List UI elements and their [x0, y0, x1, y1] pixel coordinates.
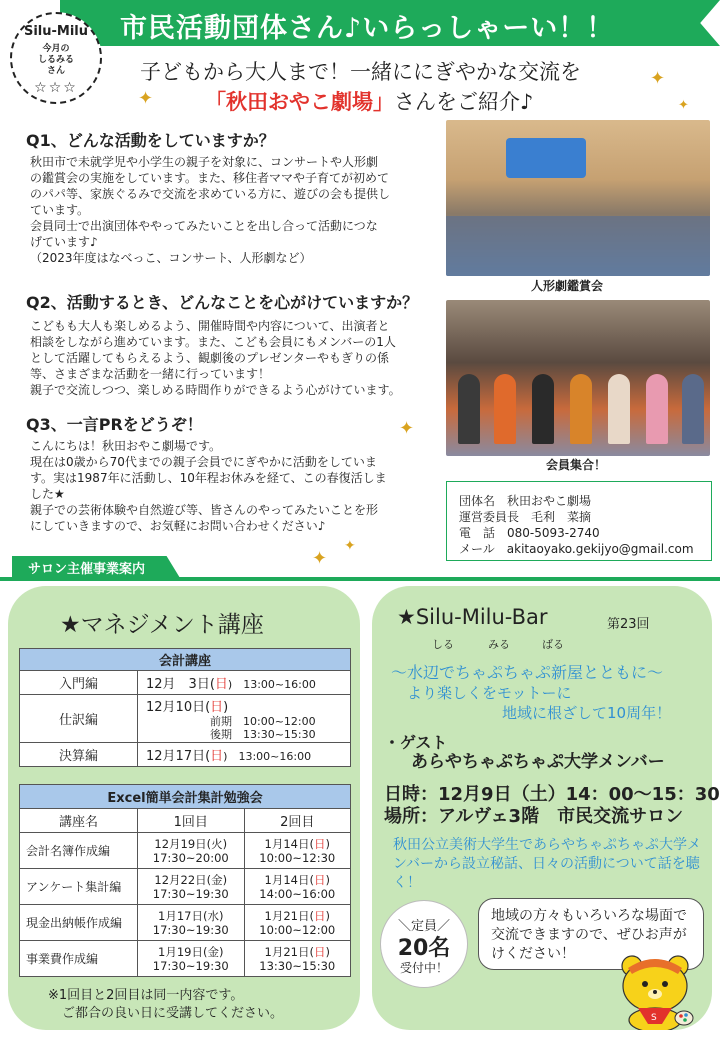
session-time: 14:00~16:00 [259, 886, 336, 901]
table-row [20, 941, 351, 977]
bar-subtitle: ～水辺でちゃぷちゃぷ新屋とともに～ [391, 663, 664, 682]
silu-milu-badge [10, 12, 102, 104]
table-row [20, 869, 351, 905]
photo-person [458, 374, 480, 444]
answer-line: 会員同士で出演団体ややってみたいことを出し合って活動につな [30, 219, 378, 233]
badge-sub-line: しるみる [37, 55, 74, 65]
course-time: ) [223, 700, 229, 715]
photo-crowd [446, 216, 710, 276]
speech-text: 地域の方々もいろいろな場面で交流できますので、ぜひお声がけください！ [491, 908, 687, 962]
course-date: 12月10日( [146, 700, 211, 715]
management-note-1: ※1回目と2回目は同一内容です。 [48, 988, 244, 1003]
session-dow: 日 [313, 872, 326, 887]
session-1 [138, 833, 245, 869]
svg-text:S: S [651, 1013, 657, 1023]
bar-subtitle-2: より楽しくをモットーに [407, 684, 572, 702]
photo-person [570, 374, 592, 444]
sparkle-icon: ✦ [650, 68, 666, 89]
course-session: 後期 13:30~15:30 [210, 728, 316, 741]
header-title: 市民活動団体さん♪いらっしゃーい！！ [120, 13, 615, 44]
accounting-table [19, 648, 351, 767]
salon-label: サロン主催事業案内 [28, 562, 146, 577]
answer-line: にしていきますので、お気軽にお問い合わせください♪ [30, 519, 326, 533]
badge-subtitle [12, 44, 100, 77]
answer-line: げています♪ [30, 235, 98, 249]
course-schedule [138, 671, 351, 695]
table-row [20, 671, 351, 695]
q3-question: Q3、一言PRをどうぞ！ [26, 415, 203, 434]
answer-line: 親子で交流しつつ、楽しめる時間作りができるよう心がけています。 [30, 383, 401, 397]
answer-line: 現在は0歳から70代までの親子会員でにぎやかに活動をしていま [30, 455, 377, 469]
session-date: 1月17日(水) [158, 908, 224, 923]
capacity-bubble [380, 900, 468, 988]
course-label: 入門編 [20, 671, 138, 695]
answer-line: す。実は1987年に活動し、10年程お休みを経て、この春復活しま [30, 471, 387, 485]
badge-sub-line: 今月の [42, 44, 70, 54]
answer-line: こんにちは！秋田おやこ劇場です。 [30, 439, 222, 453]
bar-title: ★Silu-Milu-Bar [397, 605, 548, 629]
badge-sub-line: さん [46, 66, 65, 76]
answer-line: として活躍してもらえるよう、観劇後のプレゼンターやもぎりの係 [30, 351, 390, 365]
session-dow: 日 [313, 908, 326, 923]
excel-table [19, 784, 351, 977]
session-dow: 日 [313, 836, 326, 851]
contact-info-box [446, 481, 712, 561]
session-time: 17:30~19:30 [152, 958, 229, 973]
photo-person [646, 374, 668, 444]
photo-caption-2: 会員集合！ [546, 458, 607, 472]
course-date: 12月 3日( [146, 677, 215, 692]
course-schedule [138, 695, 351, 743]
course-label: 仕訳編 [20, 695, 138, 743]
answer-line: の鑑賞会の実施をしています。また、移住者ママや子育てが初めて [30, 171, 390, 185]
column-header: 講座名 [20, 809, 138, 833]
course-name: 事業費作成編 [20, 941, 138, 977]
star-icons: ☆☆☆ [34, 80, 78, 96]
ruby-text: みる [488, 638, 510, 651]
course-time: ) 13:00~16:00 [223, 750, 312, 763]
answer-line: 相談をしながら進めています。また、こども会員にもメンバーの1人 [30, 335, 396, 349]
bar-subtitle-3: 地域に根ざして10周年！ [502, 704, 672, 722]
sparkle-icon: ✦ [312, 548, 328, 569]
session-1 [138, 869, 245, 905]
contact-mail: メール akitaoyako.gekijyo@gmail.com [459, 542, 694, 556]
management-note-2: ご都合の良い日に受講してください。 [62, 1006, 284, 1021]
guest-label: ・ゲスト [384, 733, 448, 752]
course-name: アンケート集計編 [20, 869, 138, 905]
course-dow: 日 [210, 700, 224, 715]
session-2: 1月21日(日) 13:30~15:30 [244, 941, 351, 977]
capacity-label: ＼定員／ [397, 919, 450, 934]
q3-answer [30, 438, 387, 534]
course-dow: 日 [210, 749, 224, 764]
group-name: 「秋田おやこ劇場」 [205, 90, 394, 114]
course-date: 12月17日( [146, 749, 211, 764]
sparkle-icon: ✦ [138, 88, 154, 109]
puppet-show-photo [446, 120, 710, 276]
photo-caption-1: 人形劇鑑賞会 [531, 279, 604, 293]
photo-person [532, 374, 554, 444]
session-time: 10:00~12:00 [259, 922, 336, 937]
course-schedule [138, 743, 351, 767]
photo-person [608, 374, 630, 444]
table-row [20, 905, 351, 941]
intro-line-1: 子どもから大人まで！一緒ににぎやかな交流を [140, 60, 581, 84]
answer-line: のパパ等、家族ぐるみで交流を求めている方に、遊びの会も提供し [30, 187, 391, 201]
excel-table-header: Excel簡単会計集計勉強会 [20, 785, 351, 809]
session-time: 17:30~19:30 [152, 886, 229, 901]
session-1 [138, 941, 245, 977]
course-dow: 日 [214, 677, 228, 692]
photo-person [494, 374, 516, 444]
bar-edition: 第23回 [607, 617, 650, 632]
sparkle-icon: ✦ [344, 538, 356, 554]
session-2: 1月14日(日) 14:00~16:00 [244, 869, 351, 905]
session-2: 1月21日(日) 10:00~12:00 [244, 905, 351, 941]
course-name: 会計名簿作成編 [20, 833, 138, 869]
event-place: 場所：アルヴェ3階 市民交流サロン [384, 806, 684, 827]
photo-stage [506, 138, 586, 178]
management-title: ★マネジメント講座 [60, 612, 264, 638]
intro-line-2-rest: さんをご紹介♪ [394, 90, 534, 114]
capacity-number: 20名 [397, 936, 451, 961]
session-date: 12月22日(金) [154, 872, 228, 887]
course-label: 決算編 [20, 743, 138, 767]
session-date: 1月21日( [264, 944, 314, 959]
session-date: 12月19日(火) [154, 836, 228, 851]
q1-question: Q1、どんな活動をしていますか？ [26, 131, 275, 150]
session-date: 1月21日( [264, 908, 314, 923]
session-time: 10:00~12:30 [259, 850, 336, 865]
session-time: 13:30~15:30 [259, 958, 336, 973]
excel-column-headers [20, 809, 351, 833]
column-header: 2回目 [244, 809, 351, 833]
session-date: 1月14日( [264, 836, 314, 851]
answer-line: 親子での芸術体験や自然遊び等、皆さんのやってみたいことを形 [30, 503, 379, 517]
q1-answer [30, 154, 390, 266]
mascot-bear-icon [612, 950, 698, 1030]
table-row [20, 695, 351, 743]
contact-tel: 電 話 080-5093-2740 [459, 526, 600, 540]
course-name: 現金出納帳作成編 [20, 905, 138, 941]
contact-rep: 運営委員長 毛利 菜摘 [459, 510, 592, 524]
session-time: 17:30~19:30 [152, 922, 229, 937]
photo-person [682, 374, 704, 444]
sparkle-icon: ✦ [678, 98, 689, 113]
event-date: 日時：12月9日（土）14：00～15：30 [384, 784, 720, 805]
answer-line: 等、さまざまな活動を一緒に行っています！ [30, 367, 271, 381]
sparkle-icon: ✦ [399, 418, 415, 439]
session-1 [138, 905, 245, 941]
ruby-text: しる [432, 638, 454, 651]
ruby-text: ばる [542, 638, 564, 651]
accounting-table-header: 会計講座 [20, 649, 351, 671]
session-dow: 日 [313, 944, 326, 959]
members-photo [446, 300, 710, 456]
answer-line: こどもも大人も楽しめるよう、開催時間や内容について、出演者と [30, 319, 390, 333]
session-date: 1月19日(金) [158, 944, 224, 959]
column-header: 1回目 [138, 809, 245, 833]
session-2: 1月14日(日) 10:00~12:30 [244, 833, 351, 869]
event-description: 秋田公立美術大学生であらやちゃぷちゃぷ大学メンバーから設立秘話、日々の活動について話を聴く！ [393, 837, 701, 891]
badge-title: Silu-Milu [23, 24, 89, 39]
answer-line: した★ [30, 487, 65, 501]
course-time: ) 13:00~16:00 [227, 678, 316, 691]
answer-line: 秋田市で未就学児や小学生の親子を対象に、コンサートや人形劇 [30, 155, 379, 169]
table-row [20, 833, 351, 869]
capacity-status: 受付中！ [399, 961, 448, 975]
answer-line: ています。 [30, 203, 90, 217]
table-row [20, 743, 351, 767]
q2-question: Q2、活動するとき、どんなことを心がけていますか？ [26, 293, 419, 312]
session-date: 1月14日( [264, 872, 314, 887]
answer-line: （2023年度はなべっこ、コンサート、人形劇など） [30, 251, 312, 265]
q2-answer [30, 318, 401, 398]
intro-line-2 [205, 86, 533, 116]
course-session: 前期 10:00~12:00 [210, 715, 316, 728]
contact-group: 団体名 秋田おやこ劇場 [459, 494, 592, 508]
session-time: 17:30~20:00 [152, 850, 229, 865]
guest-name: あらやちゃぷちゃぷ大学メンバー [411, 752, 665, 772]
